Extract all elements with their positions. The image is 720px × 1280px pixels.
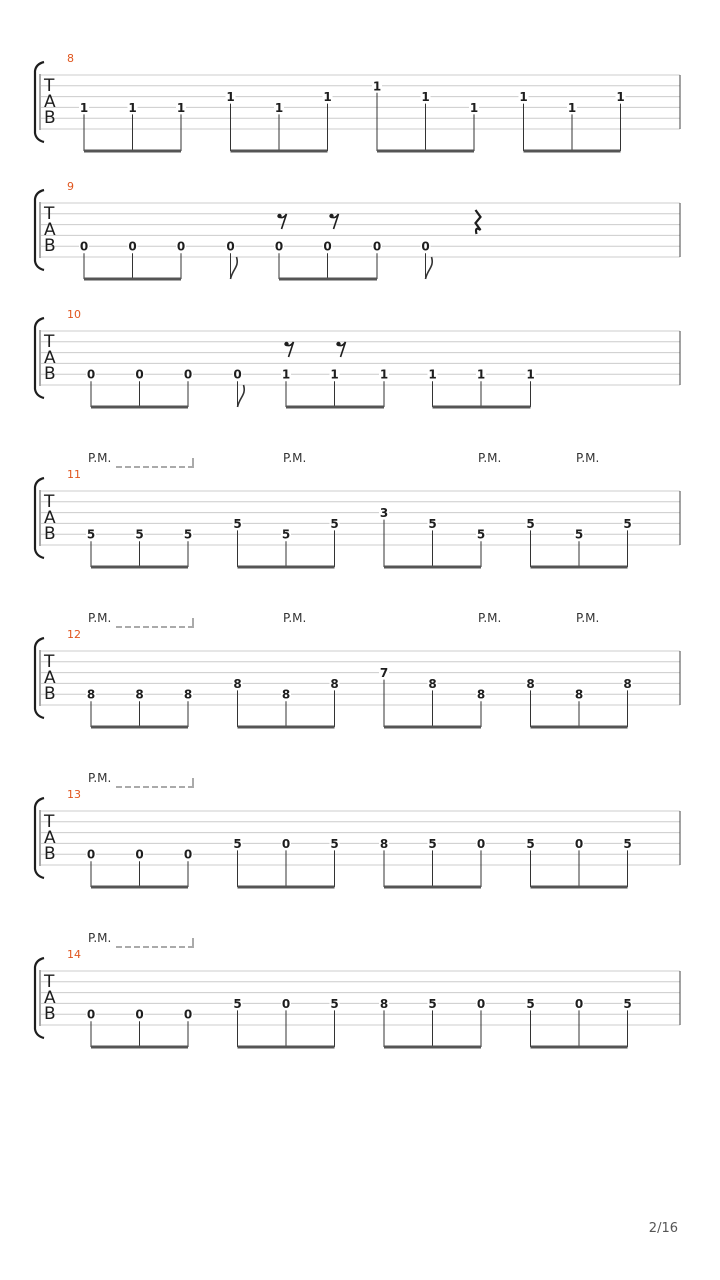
fret-number: 0 xyxy=(574,836,584,851)
measure-number: 8 xyxy=(67,52,74,65)
fret-number: 5 xyxy=(233,996,242,1011)
tab-letter-t: T xyxy=(44,492,55,512)
fret-number: 0 xyxy=(476,996,486,1011)
tab-letter-t: T xyxy=(44,652,55,672)
tab-letter-b: B xyxy=(44,844,56,864)
eighth-rest-dot xyxy=(329,214,333,218)
fret-number: 0 xyxy=(86,367,96,382)
eighth-flag xyxy=(231,257,238,279)
fret-number: 5 xyxy=(623,996,632,1011)
fret-number: 1 xyxy=(226,90,235,105)
fret-number: 8 xyxy=(86,687,96,702)
palm-mute-label: P.M. xyxy=(283,451,307,465)
fret-number: 0 xyxy=(281,836,291,851)
fret-number: 1 xyxy=(469,100,479,115)
fret-number: 1 xyxy=(519,90,528,105)
fret-number: 1 xyxy=(421,90,430,105)
eighth-rest-dot xyxy=(277,214,281,218)
fret-number: 5 xyxy=(330,836,339,851)
tab-system-13 xyxy=(35,771,680,887)
palm-mute-label: P.M. xyxy=(478,451,502,465)
tab-letter-t: T xyxy=(44,972,55,992)
fret-number: 7 xyxy=(379,666,389,681)
tab-system-8 xyxy=(35,52,680,151)
fret-number: 3 xyxy=(379,506,389,521)
fret-number: 0 xyxy=(233,367,242,382)
measure-number: 10 xyxy=(67,308,81,321)
fret-number: 5 xyxy=(428,516,437,531)
fret-number: 1 xyxy=(79,100,89,115)
tab-letter-a: A xyxy=(44,220,56,240)
tab-letter-a: A xyxy=(44,92,56,112)
palm-mute-label: P.M. xyxy=(478,611,502,625)
fret-number: 5 xyxy=(623,516,632,531)
fret-number: 8 xyxy=(330,676,339,691)
fret-number: 8 xyxy=(428,676,437,691)
fret-number: 1 xyxy=(476,367,486,382)
fret-number: 1 xyxy=(323,90,332,105)
tab-letter-b: B xyxy=(44,108,56,128)
tab-letter-t: T xyxy=(44,204,55,224)
fret-number: 8 xyxy=(476,687,486,702)
fret-number: 5 xyxy=(428,836,437,851)
fret-number: 0 xyxy=(183,847,193,862)
page-number: 2/16 xyxy=(648,1221,678,1236)
fret-number: 0 xyxy=(79,239,89,254)
fret-number: 5 xyxy=(428,996,437,1011)
tab-letter-b: B xyxy=(44,364,56,384)
fret-number: 8 xyxy=(281,687,291,702)
fret-number: 5 xyxy=(233,516,242,531)
palm-mute-label: P.M. xyxy=(576,611,600,625)
tab-letter-t: T xyxy=(44,332,55,352)
fret-number: 5 xyxy=(281,527,291,542)
fret-number: 0 xyxy=(323,239,332,254)
fret-number: 1 xyxy=(526,367,535,382)
tab-system-14 xyxy=(35,931,680,1047)
tab-letter-a: A xyxy=(44,988,56,1008)
tab-letter-a: A xyxy=(44,348,56,368)
fret-number: 5 xyxy=(476,527,486,542)
fret-number: 0 xyxy=(183,1007,193,1022)
fret-number: 0 xyxy=(574,996,584,1011)
palm-mute-label: P.M. xyxy=(283,611,307,625)
tab-letter-t: T xyxy=(44,812,55,832)
fret-number: 8 xyxy=(233,676,242,691)
eighth-rest-dot xyxy=(336,342,340,346)
fret-number: 0 xyxy=(476,836,486,851)
fret-number: 5 xyxy=(526,836,535,851)
fret-number: 0 xyxy=(135,367,144,382)
eighth-rest-dot xyxy=(284,342,288,346)
fret-number: 0 xyxy=(176,239,186,254)
fret-number: 5 xyxy=(623,836,632,851)
fret-number: 1 xyxy=(330,367,339,382)
tab-system-10 xyxy=(35,308,680,407)
tab-letter-b: B xyxy=(44,524,56,544)
fret-number: 1 xyxy=(428,367,437,382)
fret-number: 0 xyxy=(135,1007,144,1022)
measure-number: 9 xyxy=(67,180,74,193)
measure-number: 14 xyxy=(67,948,81,961)
fret-number: 5 xyxy=(526,516,535,531)
fret-number: 5 xyxy=(135,527,144,542)
fret-number: 0 xyxy=(274,239,284,254)
fret-number: 0 xyxy=(86,847,96,862)
fret-number: 0 xyxy=(86,1007,96,1022)
tab-letter-t: T xyxy=(44,76,55,96)
fret-number: 0 xyxy=(135,847,144,862)
fret-number: 8 xyxy=(623,676,632,691)
eighth-flag xyxy=(238,385,245,407)
fret-number: 5 xyxy=(183,527,193,542)
fret-number: 8 xyxy=(574,687,584,702)
fret-number: 8 xyxy=(183,687,193,702)
tab-letter-a: A xyxy=(44,668,56,688)
fret-number: 1 xyxy=(372,79,382,94)
tab-system-9 xyxy=(35,180,680,279)
fret-number: 1 xyxy=(176,100,186,115)
fret-number: 1 xyxy=(128,100,137,115)
fret-number: 5 xyxy=(330,996,339,1011)
fret-number: 0 xyxy=(421,239,430,254)
fret-number: 1 xyxy=(379,367,389,382)
fret-number: 1 xyxy=(274,100,284,115)
fret-number: 8 xyxy=(379,996,389,1011)
fret-number: 8 xyxy=(526,676,535,691)
fret-number: 1 xyxy=(281,367,291,382)
fret-number: 0 xyxy=(128,239,137,254)
fret-number: 0 xyxy=(226,239,235,254)
palm-mute-label: P.M. xyxy=(88,451,112,465)
fret-number: 5 xyxy=(233,836,242,851)
eighth-flag xyxy=(426,257,433,279)
tab-system-12 xyxy=(35,611,680,727)
palm-mute-label: P.M. xyxy=(88,931,112,945)
fret-number: 5 xyxy=(330,516,339,531)
fret-number: 1 xyxy=(567,100,577,115)
fret-number: 8 xyxy=(379,836,389,851)
measure-number: 13 xyxy=(67,788,81,801)
fret-number: 8 xyxy=(135,687,144,702)
fret-number: 0 xyxy=(183,367,193,382)
tab-system-11 xyxy=(35,451,680,567)
tab-letter-b: B xyxy=(44,684,56,704)
fret-number: 1 xyxy=(616,90,625,105)
fret-number: 5 xyxy=(574,527,584,542)
tab-letter-a: A xyxy=(44,508,56,528)
tab-letter-b: B xyxy=(44,236,56,256)
measure-number: 12 xyxy=(67,628,81,641)
measure-number: 11 xyxy=(67,468,81,481)
palm-mute-label: P.M. xyxy=(88,611,112,625)
fret-number: 0 xyxy=(281,996,291,1011)
fret-number: 0 xyxy=(372,239,382,254)
tab-letter-b: B xyxy=(44,1004,56,1024)
palm-mute-label: P.M. xyxy=(88,771,112,785)
fret-number: 5 xyxy=(86,527,96,542)
fret-number: 5 xyxy=(526,996,535,1011)
tab-letter-a: A xyxy=(44,828,56,848)
palm-mute-label: P.M. xyxy=(576,451,600,465)
